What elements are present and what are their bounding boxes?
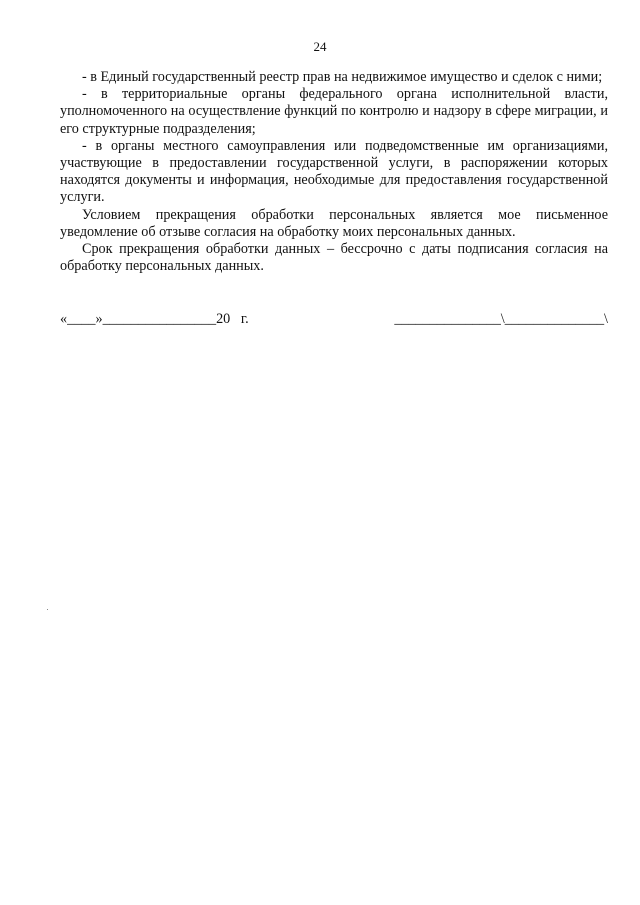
paragraph-termination-condition: Условием прекращения обработки персональных является мое письменное уведомление об отзыве согласия на обработку моих персональных данных. <box>60 206 608 240</box>
page-number: 24 <box>313 39 327 54</box>
paragraph-migration-authorities: - в территориальные органы федерального органа исполнительной власти, уполномоченного на осуществление функций по контролю и надзору в сфере миграции, и его структурные подразделения; <box>60 86 608 137</box>
paragraph-local-government: - в органы местного самоуправления или подведомственные им организациями, участвующие в предоставлении государственной услуги, в распоряжении которых находятся документы и информация, необходимые для предоставления государственной услуги. <box>60 137 608 206</box>
signature-blank-line: _______________\______________\ <box>394 311 608 327</box>
signature-row <box>60 310 608 328</box>
scan-speck <box>47 609 48 610</box>
paragraph-registry: - в Единый государственный реестр прав на недвижимое имущество и сделок с ними; <box>82 69 603 85</box>
date-blank-line: «____»________________20 г. <box>60 311 249 327</box>
paragraph-termination-term: Срок прекращения обработки данных – бессрочно с даты подписания согласия на обработку персональных данных. <box>60 241 608 275</box>
document-body <box>60 69 608 275</box>
